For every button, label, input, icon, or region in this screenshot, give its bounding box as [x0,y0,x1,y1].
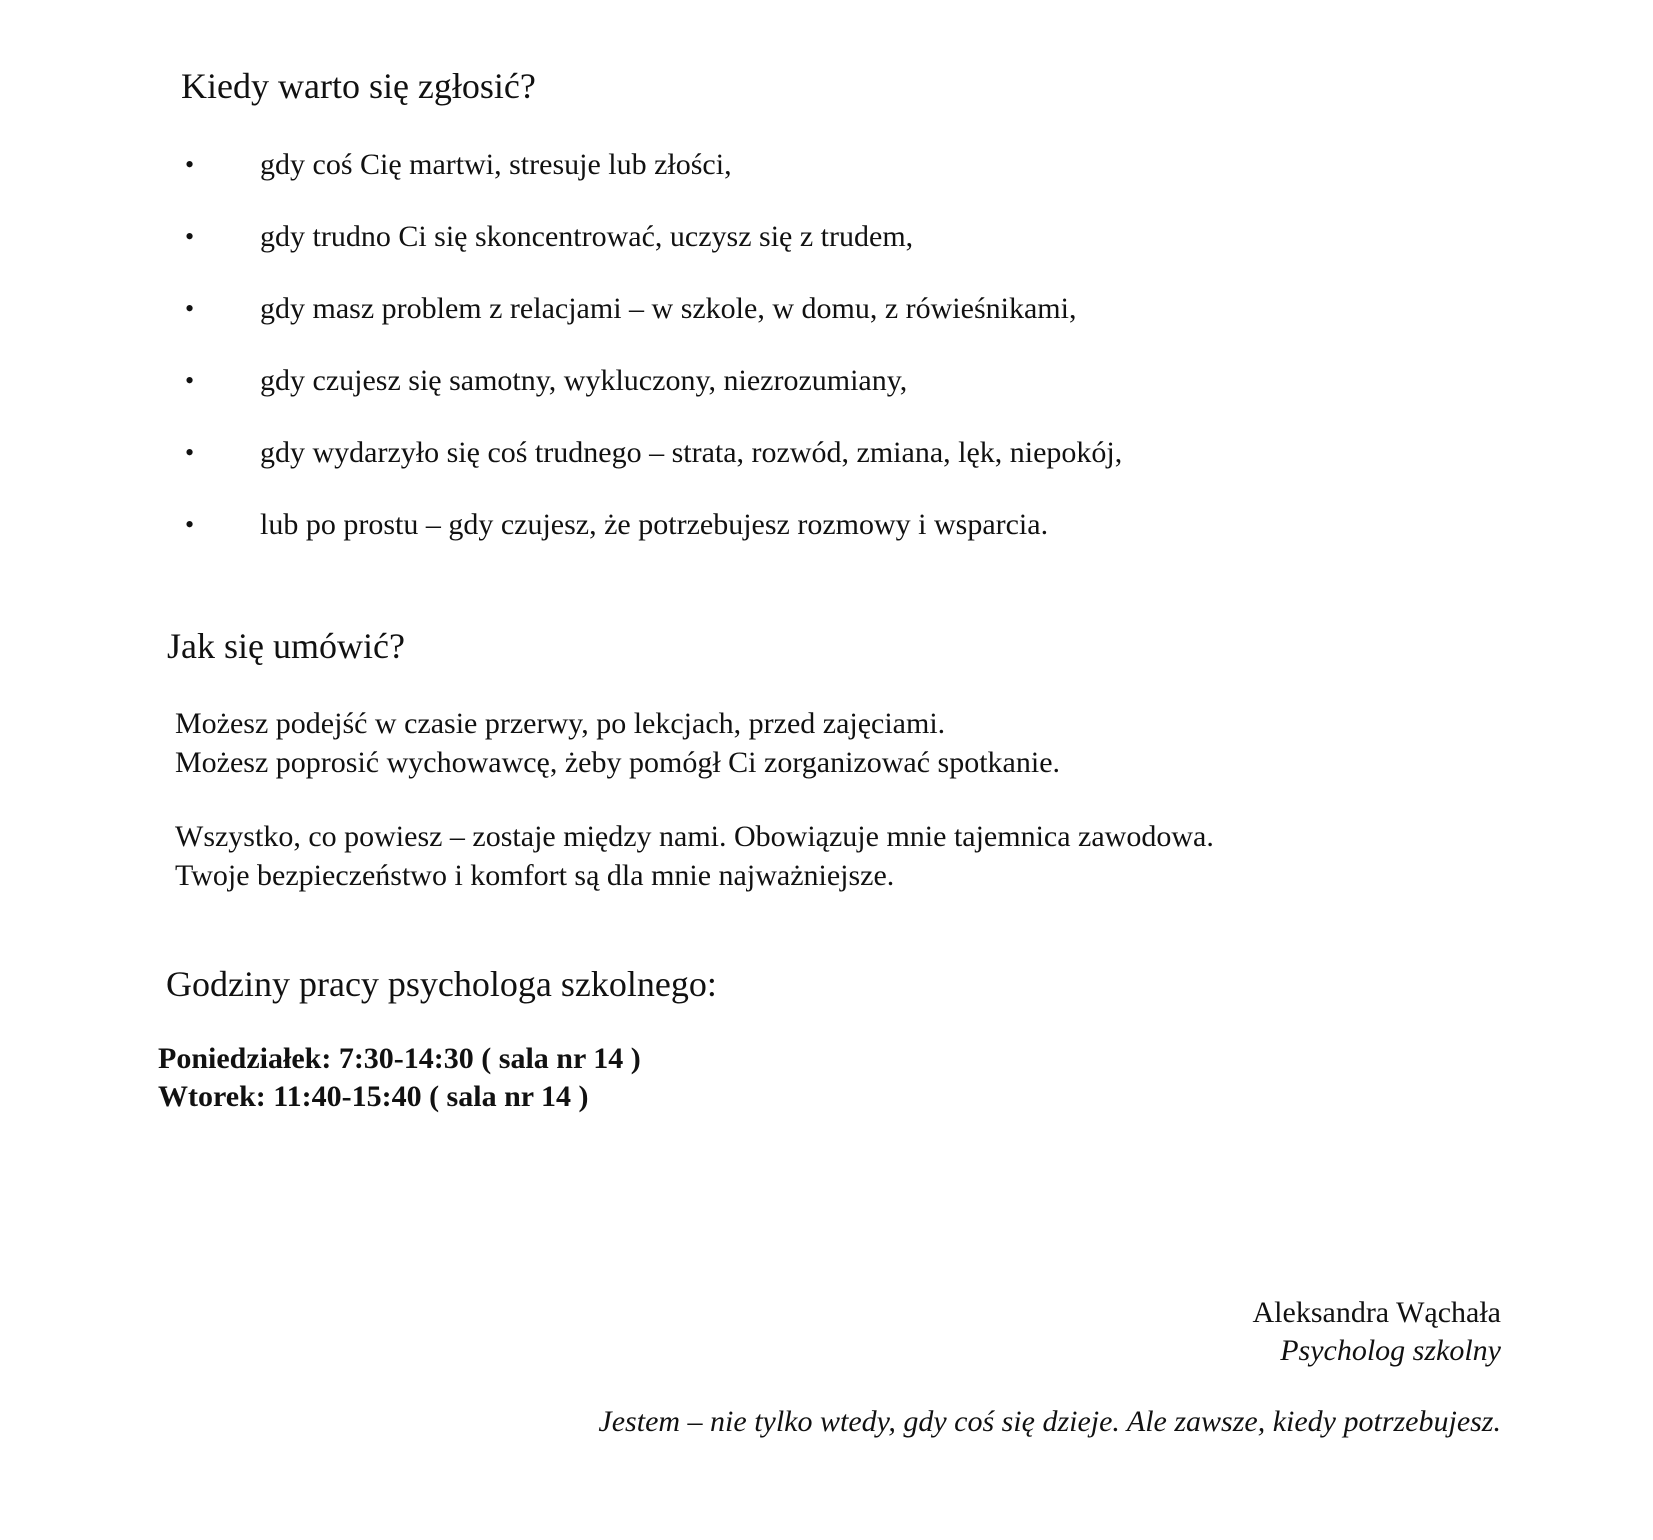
bullet-icon: • [185,366,195,395]
list-item-text: gdy wydarzyło się coś trudnego – strata, rozwód, zmiana, lęk, niepokój, [260,436,1123,469]
list-item-text: gdy masz problem z relacjami – w szkole, w domu, z rówieśnikami, [260,292,1077,325]
bullet-icon: • [185,294,195,323]
bullet-icon: • [185,222,195,251]
bullet-icon: • [185,510,195,539]
signature-role: Psycholog szkolny [1280,1334,1501,1367]
confidentiality-paragraph-line-1: Wszystko, co powiesz – zostaje między nami. Obowiązuje mnie tajemnica zawodowa. [175,820,1214,853]
signature-block [1253,1294,1501,1370]
signature-name: Aleksandra Wąchała [1252,1296,1501,1329]
list-item-text: gdy coś Cię martwi, stresuje lub złości, [260,148,732,181]
closing-motto: Jestem – nie tylko wtedy, gdy coś się dzieje. Ale zawsze, kiedy potrzebujesz. [598,1405,1501,1438]
list-item-text: gdy czujesz się samotny, wykluczony, niezrozumiany, [260,364,908,397]
heading-when-to-apply: Kiedy warto się zgłosić? [181,66,536,106]
bullet-icon: • [185,438,195,467]
heading-how-to-book: Jak się umówić? [167,626,405,666]
booking-paragraph-line-1: Możesz podejść w czasie przerwy, po lekcjach, przed zajęciami. [175,707,946,740]
hours-monday: Poniedziałek: 7:30-14:30 ( sala nr 14 ) [158,1042,641,1075]
confidentiality-paragraph-line-2: Twoje bezpieczeństwo i komfort są dla mnie najważniejsze. [175,859,895,892]
hours-tuesday: Wtorek: 11:40-15:40 ( sala nr 14 ) [158,1080,589,1113]
working-hours-block [158,1040,641,1116]
list-item-text: gdy trudno Ci się skoncentrować, uczysz się z trudem, [260,220,914,253]
list-item-text: lub po prostu – gdy czujesz, że potrzebujesz rozmowy i wsparcia. [260,508,1049,541]
heading-working-hours: Godziny pracy psychologa szkolnego: [166,964,717,1004]
bullet-icon: • [185,150,195,179]
booking-paragraph-line-2: Możesz poprosić wychowawcę, żeby pomógł Ci zorganizować spotkanie. [175,746,1061,779]
